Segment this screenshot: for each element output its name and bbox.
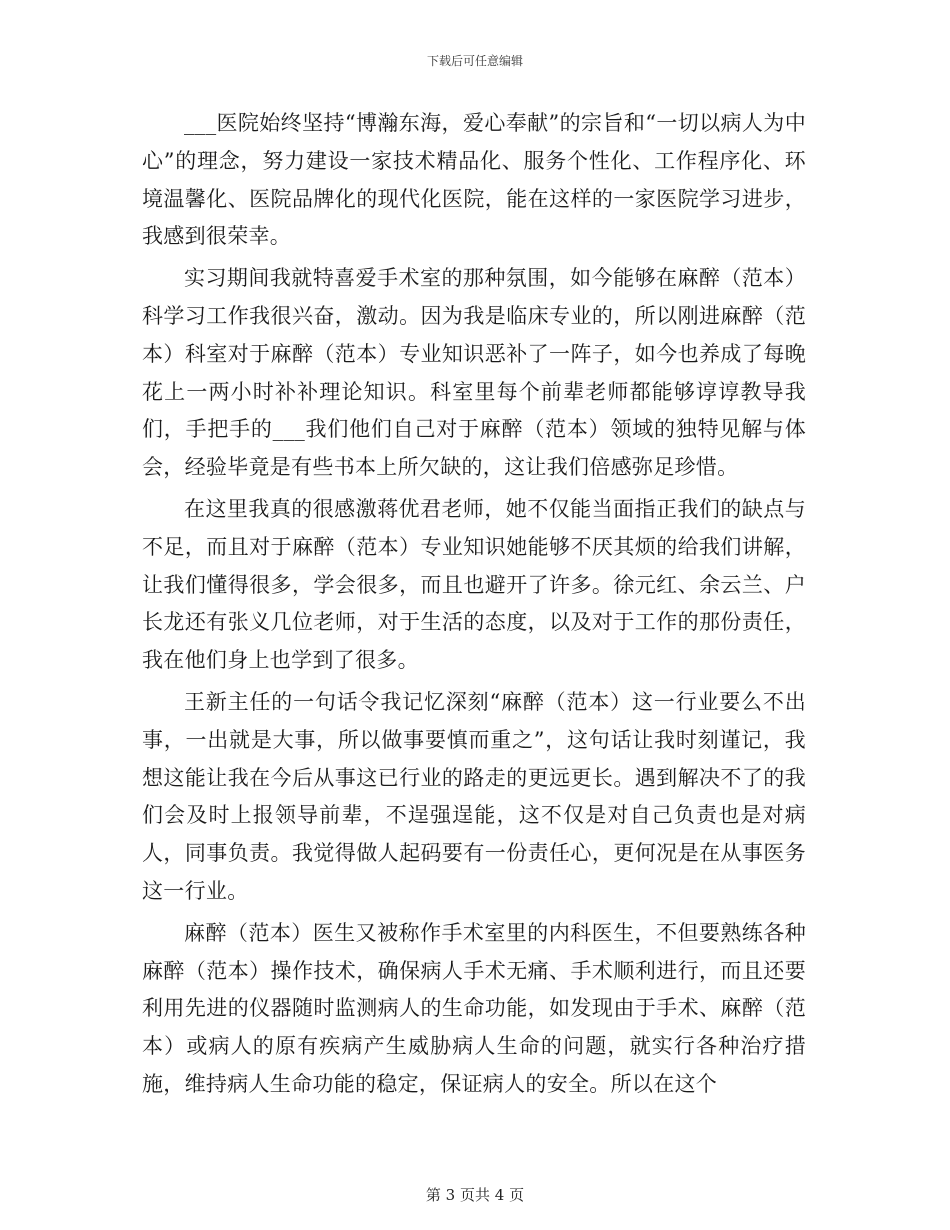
page-number-footer: 第 3 页共 4 页 xyxy=(425,1186,525,1204)
paragraph-3: 在这里我真的很感激蒋优君老师，她不仅能当面指正我们的缺点与不足，而且对于麻醉（范本）专业知识她能够不厌其烦的给我们讲解，让我们懂得很多，学会很多，而且也避开了许多。徐元红、余云兰、户长龙还有张义几位老师，对于生活的态度，以及对于工作的那份责任，我在他们身上也学到了很多。 xyxy=(142,496,806,673)
paragraph-4: 王新主任的一句话令我记忆深刻“麻醉（范本）这一行业要么不出事，一出就是大事，所以做事要慎而重之”，这句话让我时刻谨记，我想这能让我在今后从事这已行业的路走的更远更长。遇到解决不了的我们会及时上报领导前辈，不逞强逞能，这不仅是对自己负责也是对病人，同事负责。我觉得做人起码要有一份责任心，更何况是在从事医务这一行业。 xyxy=(142,689,806,903)
document-body xyxy=(142,105,806,1108)
paragraph-1: ___医院始终坚持“博瀚东海，爱心奉献”的宗旨和“一切以病人为中心”的理念，努力建设一家技术精品化、服务个性化、工作程序化、环境温馨化、医院品牌化的现代化医院，能在这样的一家医院学习进步，我感到很荣幸。 xyxy=(142,111,806,249)
paragraph-5: 麻醉（范本）医生又被称作手术室里的内科医生，不但要熟练各种麻醉（范本）操作技术，确保病人手术无痛、手术顺利进行，而且还要利用先进的仪器随时监测病人的生命功能，如发现由于手术、麻醉（范本）或病人的原有疾病产生威胁病人生命的问题，就实行各种治疗措施，维持病人生命功能的稳定，保证病人的安全。所以在这个 xyxy=(142,920,806,1096)
page-header-note: 下载后可任意编辑 xyxy=(426,54,523,68)
paragraph-2: 实习期间我就特喜爱手术室的那种氛围，如今能够在麻醉（范本）科学习工作我很兴奋，激动。因为我是临床专业的，所以刚进麻醉（范本）科室对于麻醉（范本）专业知识恶补了一阵子，如今也养成了每晚花上一两小时补补理论知识。科室里每个前辈老师都能够谆谆教导我们，手把手的___我们他们自己对于麻醉（范本）领域的独特见解与体会，经验毕竟是有些书本上所欠缺的，这让我们倍感弥足珍惜。 xyxy=(142,266,806,480)
